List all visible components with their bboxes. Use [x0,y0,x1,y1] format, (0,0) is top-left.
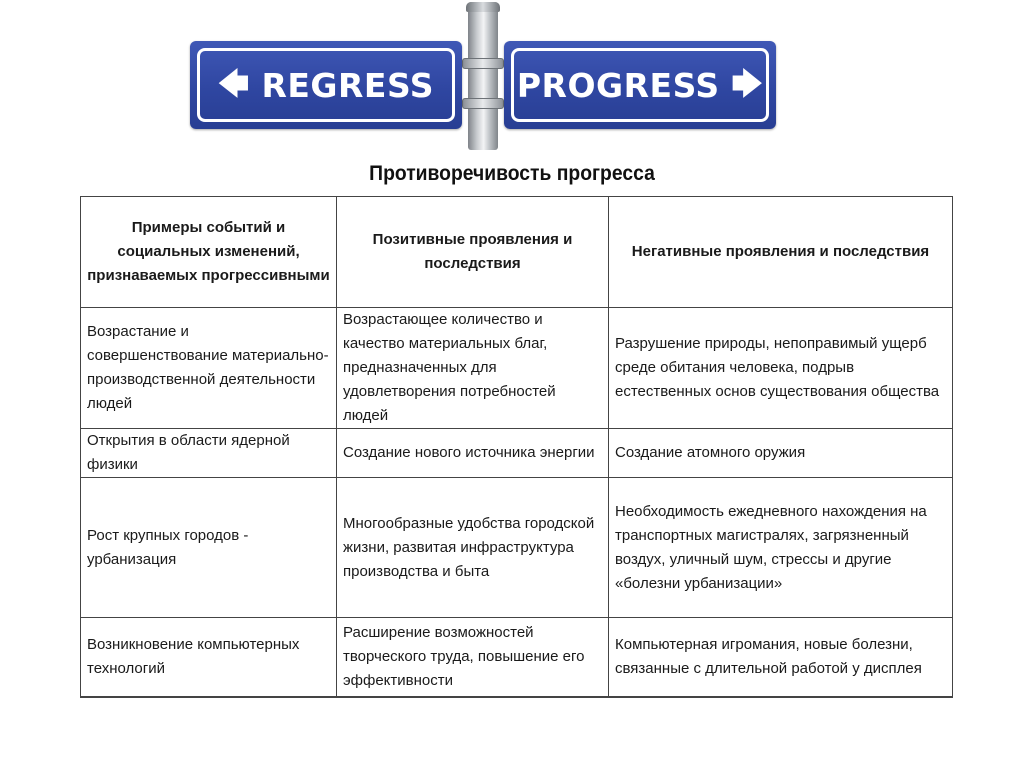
table-cell-example: Возникновение компьютерных технологий [81,618,337,697]
regress-sign [190,41,462,129]
table-cell-example: Открытия в области ядерной физики [81,429,337,478]
header-examples: Примеры событий и социальных изменений, признаваемых прогрессивными [81,197,337,308]
header-positive: Позитивные проявления и последствия [337,197,609,308]
table-row [81,618,953,697]
table-cell-negative: Создание атомного оружия [609,429,953,478]
table-cell-example: Рост крупных городов - урбанизация [81,478,337,618]
progress-sign [504,41,776,129]
page-title: Противоречивость прогресса [369,162,655,185]
arrow-right-icon: 🡆 [731,67,764,102]
table-cell-positive: Расширение возможностей творческого труда, повышение его эффективности [337,618,609,697]
sign-bracket-top [462,58,504,69]
sign-pole [468,2,498,150]
arrow-left-icon: 🡄 [217,67,250,102]
table-cell-positive: Создание нового источника энергии [337,429,609,478]
table-cell-example: Возрастание и совершенствование материально-производственной деятельности людей [81,308,337,429]
sign-pole-cap [466,2,500,12]
progress-sign-label: PROGRESS [516,65,720,105]
table-cell-negative: Разрушение природы, непоправимый ущерб среде обитания человека, подрыв естественных основ существования общества [609,308,953,429]
table-cell-positive: Многообразные удобства городской жизни, развитая инфраструктура производства и быта [337,478,609,618]
table-cell-positive: Возрастающее количество и качество материальных благ, предназначенных для удовлетворения потребностей людей [337,308,609,429]
table-row [81,478,953,618]
table-row [81,429,953,478]
table-cell-negative: Необходимость ежедневного нахождения на транспортных магистралях, загрязненный воздух, уличный шум, стрессы и другие «болезни урбанизации» [609,478,953,618]
table-header-row [81,197,953,308]
regress-sign-label: REGRESS [261,65,435,105]
table-row [81,308,953,429]
table-cell-negative: Компьютерная игромания, новые болезни, связанные с длительной работой у дисплея [609,618,953,697]
sign-bracket-bottom [462,98,504,109]
progress-contradictions-table [80,196,953,698]
header-negative: Негативные проявления и последствия [609,197,953,308]
